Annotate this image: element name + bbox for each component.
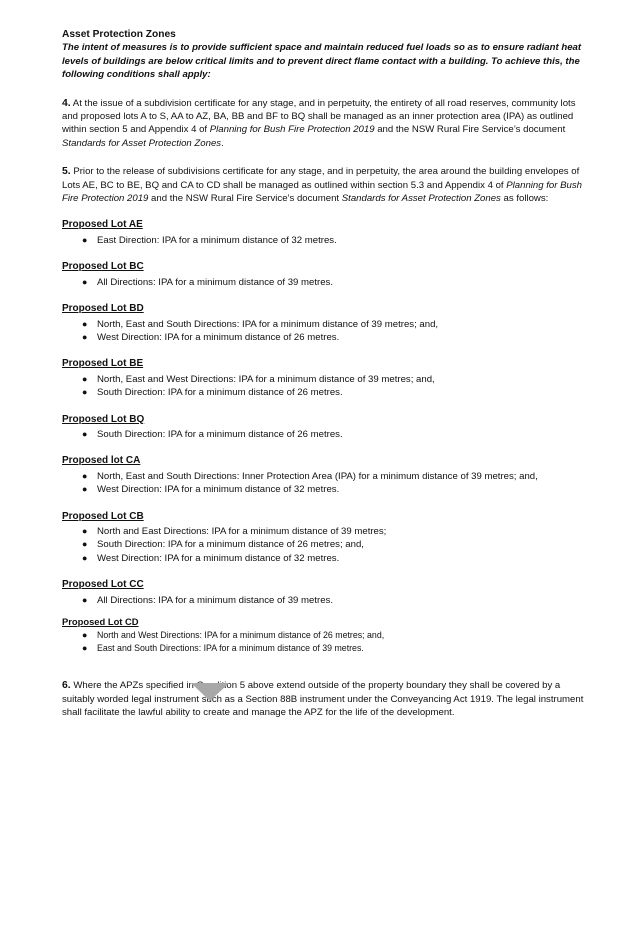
requirement-item: ● All Directions: IPA for a minimum distance of 39 metres. — [82, 276, 334, 288]
bullet-icon: ● — [82, 539, 88, 550]
requirement-item: ● West Direction: IPA for a minimum distance of 32 metres. — [82, 484, 340, 496]
requirement-item: ● North and West Directions: IPA for a minimum distance of 26 metres; and, — [82, 630, 385, 641]
bullet-icon: ● — [82, 484, 88, 495]
requirement-item: ● South Direction: IPA for a minimum distance of 26 metres. — [82, 387, 343, 399]
lot-list — [62, 218, 586, 655]
condition-5: 5. Prior to the release of subdivisions certificate for any stage, and in perpetuity, the area around the building envelopes of Lots AE, BC to BE, BQ and CA to CD shall be managed as outlined within section 5.3 and Appendix 4 of Planning for Bush Fire Protection 2019 and the NSW Rural Fire Service’s document Standards for Asset Protection Zones as follows: — [62, 166, 582, 205]
lot-title: Proposed Lot CB — [62, 510, 144, 522]
requirement-item: ● All Directions: IPA for a minimum distance of 39 metres. — [82, 594, 334, 606]
lot-requirements — [62, 470, 586, 497]
lot-requirements — [62, 525, 586, 565]
lot-title: Proposed lot CA — [62, 455, 141, 467]
requirement-item: ● West Direction: IPA for a minimum distance of 32 metres. — [82, 552, 340, 564]
requirement-item: ● North, East and South Directions: Inner Protection Area (IPA) for a minimum distance of 39 metres; and, — [82, 470, 538, 482]
requirement-item: ● South Direction: IPA for a minimum distance of 26 metres. — [82, 428, 343, 440]
lot-section-ae — [62, 218, 586, 247]
lot-section-bd — [62, 302, 586, 344]
bullet-icon: ● — [82, 331, 88, 342]
condition-6: 6. Where the APZs specified in Condition 5 above extend outside of the property boundary they shall be covered by a suitably worded legal instrument such as a Section 88B instrument under the Conveyancing Act 1919. The legal instrument shall facilitate the lawful ability to create and manage the APZ for the life of the development. — [62, 680, 584, 719]
section-heading: Asset Protection Zones — [62, 29, 176, 40]
lot-title: Proposed Lot AE — [62, 219, 143, 231]
bullet-icon: ● — [82, 643, 88, 654]
lot-title: Proposed Lot BQ — [62, 413, 145, 425]
lot-title: Proposed Lot CC — [62, 579, 144, 591]
requirement-item: ● North, East and South Directions: IPA for a minimum distance of 39 metres; and, — [82, 318, 439, 330]
condition-number: 4. — [62, 97, 71, 109]
bullet-icon: ● — [82, 318, 88, 329]
lot-title: Proposed Lot BC — [62, 261, 144, 273]
lot-section-cb — [62, 510, 586, 566]
bullet-icon: ● — [82, 470, 88, 481]
bullet-icon: ● — [82, 594, 88, 605]
lot-title: Proposed Lot CD — [62, 616, 139, 627]
lot-requirements — [62, 594, 586, 607]
down-arrow-icon — [191, 683, 229, 701]
lot-requirements — [62, 428, 586, 441]
bullet-icon: ● — [82, 234, 88, 245]
bullet-icon: ● — [82, 525, 88, 536]
bullet-icon: ● — [82, 373, 88, 384]
lot-requirements — [62, 318, 586, 345]
bullet-icon: ● — [82, 387, 88, 398]
lot-section-bc — [62, 260, 586, 289]
bullet-icon: ● — [82, 276, 88, 287]
requirement-item: ● North and East Directions: IPA for a minimum distance of 39 metres; — [82, 525, 387, 537]
lot-requirements — [62, 373, 586, 400]
lot-title: Proposed Lot BD — [62, 303, 144, 315]
condition-4: 4. At the issue of a subdivision certificate for any stage, and in perpetuity, the entirety of all road reserves, community lots and proposed lots A to S, AA to AZ, BA, BB and BF to BQ shall be managed as an inner protection area (IPA) as outlined within section 5 and Appendix 4 of Planning for Bush Fire Protection 2019 and the NSW Rural Fire Service’s document Standards for Asset Protection Zones. — [62, 97, 576, 149]
requirement-item: ● East and South Directions: IPA for a minimum distance of 39 metres. — [82, 643, 364, 654]
lot-title: Proposed Lot BE — [62, 358, 144, 370]
bullet-icon: ● — [82, 630, 88, 641]
requirement-item: ● South Direction: IPA for a minimum distance of 26 metres; and, — [82, 539, 364, 551]
condition-number: 6. — [62, 680, 71, 692]
lot-section-bq — [62, 413, 586, 442]
lot-requirements — [62, 629, 586, 655]
lot-section-cd — [62, 615, 586, 655]
requirement-item: ● North, East and West Directions: IPA for a minimum distance of 39 metres; and, — [82, 373, 435, 385]
intent-statement: The intent of measures is to provide sufficient space and maintain reduced fuel loads so as to ensure radiant heat levels of buildings are below critical limits and to prevent direct flame contact with a building. To achieve this, the following conditions shall apply: — [62, 42, 582, 81]
bullet-icon: ● — [82, 428, 88, 439]
lot-requirements — [62, 234, 586, 247]
condition-number: 5. — [62, 166, 71, 178]
lot-section-cc — [62, 578, 586, 607]
bullet-icon: ● — [82, 552, 88, 563]
requirement-item: ● East Direction: IPA for a minimum distance of 32 metres. — [82, 234, 337, 246]
lot-section-be — [62, 357, 586, 399]
lot-requirements — [62, 276, 586, 289]
document-page — [62, 28, 586, 720]
lot-section-ca — [62, 454, 586, 496]
requirement-item: ● West Direction: IPA for a minimum distance of 26 metres. — [82, 331, 340, 343]
